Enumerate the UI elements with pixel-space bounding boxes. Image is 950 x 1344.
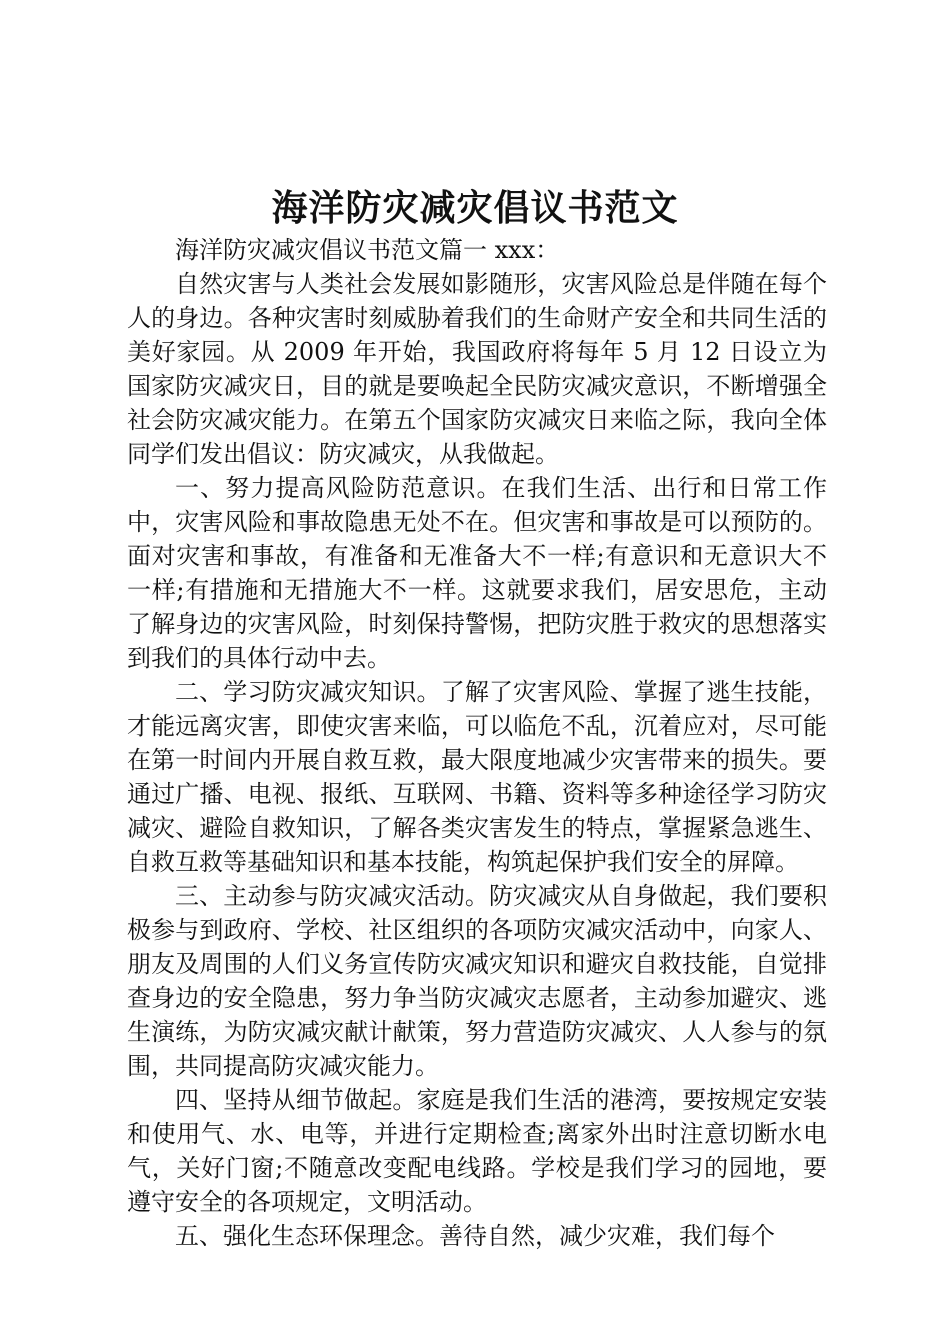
paragraph-salutation: 海洋防灾减灾倡议书范文篇一 xxx： bbox=[175, 236, 560, 264]
paragraph-point-2: 二、学习防灾减灾知识。了解了灾害风险、掌握了逃生技能，才能远离灾害，即使灾害来临，可以临危不乱，沉着应对，尽可能在第一时间内开展自救互救，最大限度地减少灾害带来的损失。要通过广播、电视、报纸、互联网、书籍、资料等多种途径学习防灾减灾、避险自救知识，了解各类灾害发生的特点，掌握紧急逃生、自救互救等基础知识和基本技能，构筑起保护我们安全的屏障。 bbox=[127, 678, 827, 876]
paragraph-intro: 自然灾害与人类社会发展如影随形，灾害风险总是伴随在每个人的身边。各种灾害时刻威胁着我们的生命财产安全和共同生活的美好家园。从 2009 年开始，我国政府将每年 5 月 12 日设立为国家防灾减灾日，目的就是要唤起全民防灾减灾意识，不断增强全社会防灾减灾能力。在第五个国家防灾减灾日来临之际，我向全体同学们发出倡议：防灾减灾，从我做起。 bbox=[127, 270, 827, 468]
paragraph-point-3: 三、主动参与防灾减灾活动。防灾减灾从自身做起，我们要积极参与到政府、学校、社区组织的各项防灾减灾活动中，向家人、朋友及周围的人们义务宣传防灾减灾知识和避灾自救技能，自觉排查身边的安全隐患，努力争当防灾减灾志愿者，主动参加避灾、逃生演练，为防灾减灾献计献策，努力营造防灾减灾、人人参与的氛围，共同提高防灾减灾能力。 bbox=[127, 882, 827, 1080]
paragraph-point-1: 一、努力提高风险防范意识。在我们生活、出行和日常工作中，灾害风险和事故隐患无处不在。但灾害和事故是可以预防的。面对灾害和事故，有准备和无准备大不一样;有意识和无意识大不一样;有措施和无措施大不一样。这就要求我们，居安思危，主动了解身边的灾害风险，时刻保持警惕，把防灾胜于救灾的思想落实到我们的具体行动中去。 bbox=[127, 474, 827, 672]
document-body bbox=[127, 233, 827, 1253]
document-title: 海洋防灾减灾倡议书范文 bbox=[271, 187, 679, 229]
paragraph-point-5: 五、强化生态环保理念。善待自然，减少灾难，我们每个 bbox=[175, 1222, 775, 1250]
paragraph-point-4: 四、坚持从细节做起。家庭是我们生活的港湾，要按规定安装和使用气、水、电等，并进行定期检查;离家外出时注意切断水电气，关好门窗;不随意改变配电线路。学校是我们学习的园地，要遵守安全的各项规定，文明活动。 bbox=[127, 1086, 827, 1216]
